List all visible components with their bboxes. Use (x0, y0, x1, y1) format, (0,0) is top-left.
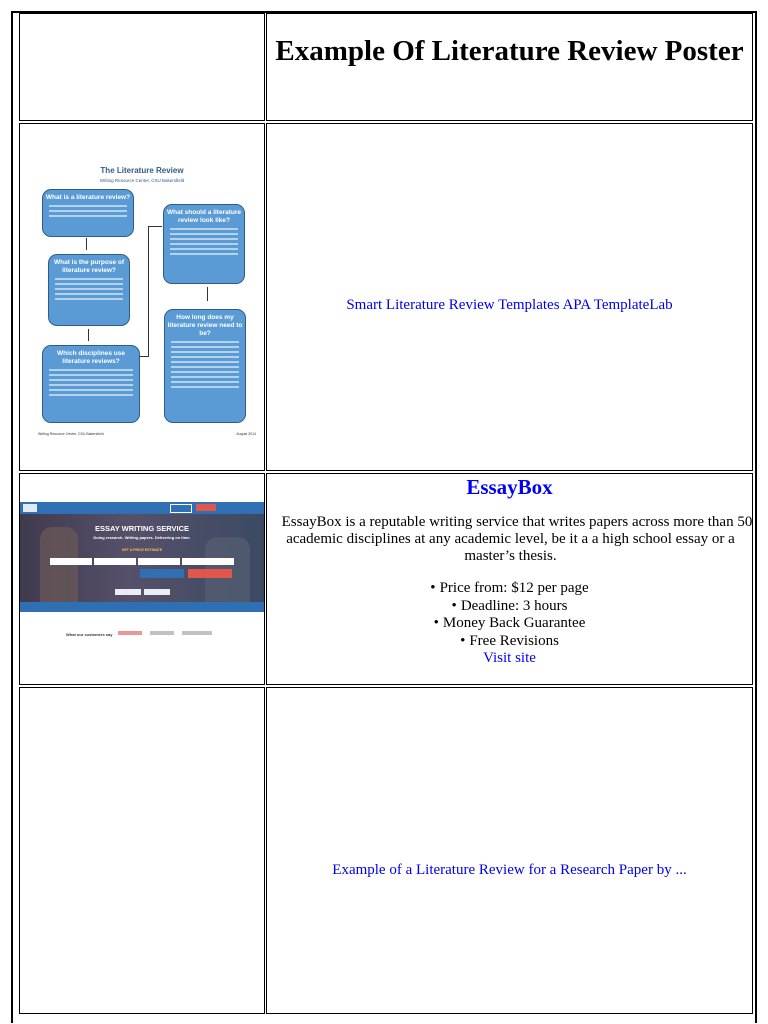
site-form-field (182, 558, 234, 565)
literature-review-poster-image[interactable] (20, 124, 264, 470)
poster-box-disciplines (42, 345, 140, 423)
visit-site-link[interactable]: Visit site (483, 650, 536, 666)
poster-box-what (42, 189, 134, 237)
feature-item: • Free Revisions (267, 633, 752, 651)
site-review-logo (182, 631, 212, 635)
site-blue-strip (20, 602, 264, 612)
site-form-button (140, 569, 184, 578)
description-line: master’s thesis. (464, 548, 557, 564)
site-hero-button (115, 589, 141, 595)
poster-box-label: How long does my literature review need to be? (167, 314, 243, 337)
site-headline: ESSAY WRITING SERVICE (94, 524, 190, 533)
site-review-logo (118, 631, 142, 635)
poster-box-length (164, 309, 246, 423)
poster-footer-right: August 2014 (236, 432, 256, 436)
site-nav-button (170, 504, 192, 513)
poster-arrow (86, 238, 87, 250)
essaybox-description (267, 514, 753, 565)
essaybox-thumbnail-cell (19, 473, 265, 685)
feature-list (267, 580, 752, 650)
poster-connector (140, 356, 149, 357)
essaybox-info-cell (266, 473, 753, 685)
site-form-button (188, 569, 232, 578)
feature-item: • Price from: $12 per page (267, 580, 752, 598)
header-cell (266, 13, 753, 121)
site-review-logo (150, 631, 174, 635)
site-form-field (94, 558, 136, 565)
poster-box-label: What is a literature review? (45, 194, 131, 201)
poster-connector (148, 226, 162, 227)
poster-box-purpose (48, 254, 130, 326)
poster-box-label: What is the purpose of literature review? (53, 259, 125, 274)
poster-arrow (88, 329, 89, 341)
site-tagline: Doing research. Writing papers. Delivering on time. (93, 535, 191, 540)
site-logo-icon (23, 504, 37, 512)
essaybox-heading (267, 475, 752, 500)
site-price-estimate-label: GET A PRICE ESTIMATE (121, 548, 163, 552)
header-empty-cell (19, 13, 265, 121)
poster-box-look (163, 204, 245, 284)
poster-box-label: What should a literature review look like? (166, 209, 242, 224)
literature-review-templates-link[interactable]: Smart Literature Review Templates APA TemplateLab (346, 297, 673, 313)
feature-item: • Deadline: 3 hours (267, 598, 752, 616)
feature-item: • Money Back Guarantee (267, 615, 752, 633)
site-hero-button (144, 589, 170, 595)
poster-arrow (207, 287, 208, 301)
literature-review-example-link[interactable]: Example of a Literature Review for a Research Paper by ... (332, 862, 687, 878)
essaybox-site-screenshot[interactable] (20, 502, 264, 637)
site-nav-bar (20, 502, 264, 514)
poster-link-cell (266, 123, 753, 471)
poster-box-label: Which disciplines use literature reviews? (57, 350, 125, 365)
example-link-cell (266, 687, 753, 1014)
poster-title: The Literature Review (100, 166, 184, 175)
example-thumbnail-cell (19, 687, 265, 1014)
poster-connector (148, 226, 149, 356)
poster-thumbnail-cell (19, 123, 265, 471)
description-line: EssayBox is a reputable writing service that writes papers across more than 50 (281, 514, 753, 530)
site-nav-order-button (196, 504, 216, 511)
poster-footer-left: Writing Resource Center, CSU Bakersfield (38, 432, 104, 436)
poster-subtitle: Writing Resource Center, CSU Bakersfield (99, 178, 185, 183)
description-line: academic disciplines at any academic level, be it a a high school essay or a (286, 531, 735, 547)
essaybox-title-link[interactable]: EssayBox (466, 475, 553, 499)
site-form-field (50, 558, 92, 565)
site-customers-label: What our customers say (66, 632, 113, 637)
site-form-field (138, 558, 180, 565)
page-title: Example Of Literature Review Poster (275, 35, 744, 67)
